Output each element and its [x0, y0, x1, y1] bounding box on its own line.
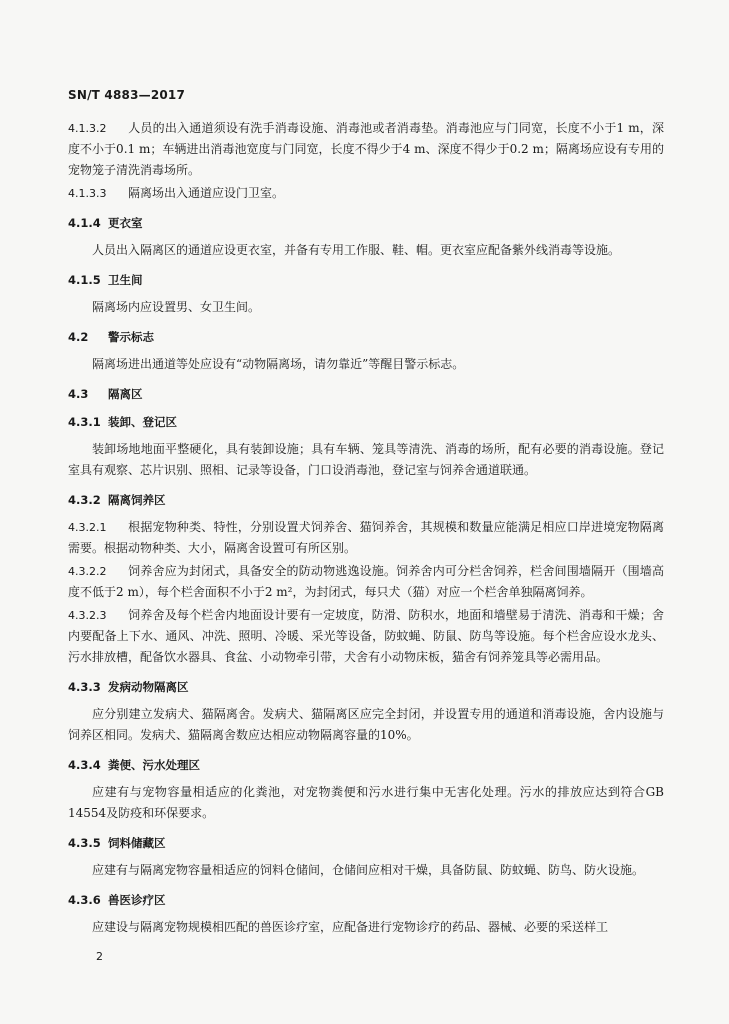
clause-paragraph: [68, 561, 664, 603]
section-number: 4.3.5: [68, 836, 101, 850]
clause-text: 人员的出入通道须设有洗手消毒设施、消毒池或者消毒垫。消毒池应与门同宽，长度不小于1 m，深度不小于0.1 m；车辆进出消毒池宽度与门同宽，长度不得少于4 m、深度不得少于0.2 m；隔离场应设有专用的宠物笼子清洗消毒场所。: [68, 121, 664, 177]
body-paragraph: 应建有与宠物容量相适应的化粪池，对宠物粪便和污水进行集中无害化处理。污水的排放应达到符合GB 14554及防疫和环保要求。: [68, 785, 664, 820]
section-heading: [68, 678, 664, 696]
clause-paragraph: [68, 517, 664, 559]
body-paragraph: 应建有与隔离宠物容量相适应的饲料仓储间，仓储间应相对干燥，具备防鼠、防蚊蝇、防鸟、防火设施。: [92, 863, 645, 877]
section-heading: [68, 385, 664, 403]
section-heading: [68, 491, 664, 509]
section-title: 卫生间: [108, 273, 143, 287]
section-number: 4.3.6: [68, 893, 101, 907]
section-title: 警示标志: [108, 330, 154, 344]
clause-text: 饲养舍及每个栏舍内地面设计要有一定坡度，防滑、防积水，地面和墙壁易于清洗、消毒和干燥；舍内要配备上下水、通风、冲洗、照明、冷暖、采光等设备，防蚊蝇、防鼠、防鸟等设施。每个栏舍应设水龙头、污水排放槽，配备饮水器具、食盆、小动物牵引带，犬舍有小动物床板，猫舍有饲养笼具等必需用品。: [68, 608, 664, 664]
clause-text: 根据宠物种类、特性，分别设置犬饲养舍、猫饲养舍，其规模和数量应能满足相应口岸进境宠物隔离需要。根据动物种类、大小，隔离舍设置可有所区别。: [68, 520, 664, 555]
section-number: 4.1.4: [68, 216, 101, 230]
clause-text: 隔离场出入通道应设门卫室。: [128, 186, 285, 200]
clause-number: 4.3.2.3: [68, 609, 107, 622]
document-body: [68, 118, 664, 940]
section-heading: [68, 271, 664, 289]
section-heading: [68, 413, 664, 431]
section-title: 更衣室: [108, 216, 143, 230]
section-title: 发病动物隔离区: [108, 680, 189, 694]
clause-text: 饲养舍应为封闭式，具备安全的防动物逃逸设施。饲养舍内可分栏舍饲养，栏舍间围墙隔开（围墙高度不低于2 m），每个栏舍面积不小于2 m²，为封闭式，每只犬（猫）对应一个栏舍单独隔离饲养。: [68, 564, 664, 599]
section-title: 隔离饲养区: [108, 493, 166, 507]
section-title: 粪便、污水处理区: [108, 758, 200, 772]
section-number: 4.3.3: [68, 680, 101, 694]
section-heading: [68, 756, 664, 774]
section-number: 4.1.5: [68, 273, 101, 287]
section-title: 饲料储藏区: [108, 836, 166, 850]
body-paragraph: 应建设与隔离宠物规模相匹配的兽医诊疗室，应配备进行宠物诊疗的药品、器械、必要的采送样工: [92, 920, 609, 934]
clause-paragraph: [68, 605, 664, 668]
section-number: 4.3: [68, 387, 89, 401]
section-heading: [68, 214, 664, 232]
section-heading: [68, 328, 664, 346]
section-title: 兽医诊疗区: [108, 893, 166, 907]
clause-number: 4.3.2.1: [68, 521, 107, 534]
body-paragraph: 隔离场进出通道等处应设有“动物隔离场，请勿靠近”等醒目警示标志。: [92, 357, 465, 371]
section-number: 4.2: [68, 330, 89, 344]
clause-paragraph: [68, 183, 664, 204]
section-number: 4.3.4: [68, 758, 101, 772]
body-paragraph: 装卸场地地面平整硬化，具有装卸设施；具有车辆、笼具等清洗、消毒的场所，配有必要的消毒设施。登记室具有观察、芯片识别、照相、记录等设备，门口设消毒池，登记室与饲养舍通道联通。: [68, 442, 664, 477]
body-paragraph: 人员出入隔离区的通道应设更衣室，并备有专用工作服、鞋、帽。更衣室应配备紫外线消毒等设施。: [92, 243, 621, 257]
document-code-header: SN/T 4883—2017: [68, 88, 186, 102]
section-title: 隔离区: [108, 387, 143, 401]
page-number: 2: [96, 950, 103, 963]
body-paragraph: 隔离场内应设置男、女卫生间。: [92, 300, 261, 314]
clause-paragraph: [68, 118, 664, 181]
section-number: 4.3.2: [68, 493, 101, 507]
body-paragraph: 应分别建立发病犬、猫隔离舍。发病犬、猫隔离区应完全封闭，并设置专用的通道和消毒设施，舍内设施与饲养区相同。发病犬、猫隔离舍数应达相应动物隔离容量的10%。: [68, 707, 664, 742]
section-heading: [68, 891, 664, 909]
section-title: 装卸、登记区: [108, 415, 177, 429]
clause-number: 4.3.2.2: [68, 565, 107, 578]
section-number: 4.3.1: [68, 415, 101, 429]
section-heading: [68, 834, 664, 852]
clause-number: 4.1.3.3: [68, 187, 107, 200]
clause-number: 4.1.3.2: [68, 122, 107, 135]
